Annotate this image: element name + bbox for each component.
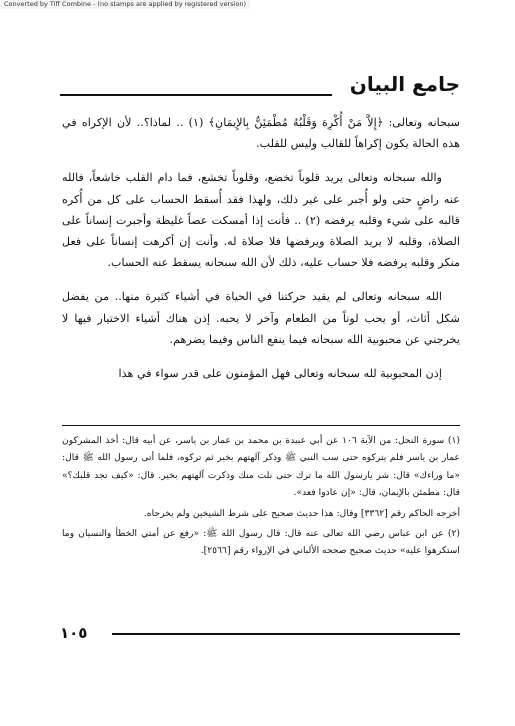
- footnote: أخرجه الحاكم رقم [٣٣٦٢] وقال: هذا حديث صحيح على شرط الشيخين ولم يخرجاه.: [143, 507, 460, 519]
- book-title: جامع البيان: [349, 72, 460, 96]
- footer-rule: [112, 633, 460, 635]
- main-text: [62, 112, 460, 397]
- paragraph: والله سبحانه وتعالى يريد قلوباً تخضع، وقلوباً تخشع، فما دام القلب خاشعاً، فالله عنه راضٍ حتى ولو أُجبر على غير ذلك، ولهذا فقد أُسقط الحساب على كل من أُكره قالبه على شيء وقلبه يرفضه (٢) .. فأنت إذا أمسكت عصاً غليظة وأجبرت إنساناً على الصلاة، وقلبه لا يريد الصلاة ويرفضها فلا صلاة له. وأنت إن أكرهت إنساناً على فعل منكر وقلبه يرفضه فلا حساب عليه، ذلك لأن الله سبحانه يسقط عنه الحساب.: [62, 171, 460, 270]
- paragraph: الله سبحانه وتعالى لم يقيد حركتنا في الحياة في أشياء كثيرة منها.. من يفضل شكل أثاث، أو يحب لوناً من الطعام وآخر لا يحبه. إذن هناك أشياء الاختيار فيها لا يخرجني عن محبوبية الله سبحانه فيما ينفع الناس وفيما يضرهم.: [62, 290, 460, 346]
- conversion-banner: Converted by Tiff Combine - (no stamps are applied by registered version): [0, 0, 250, 9]
- footnotes: [62, 432, 460, 563]
- footnote: (٢) عن ابن عباس رضي الله تعالى عنه قال: قال رسول الله ﷺ: «رفع عن أمتي الخطأ والنسيان وما استكرهوا عليه» حديث صحيح صححه الألباني في الإرواء رقم [٢٥٦٦].: [62, 528, 460, 557]
- paragraph: سبحانه وتعالى: ﴿إِلاَّ مَنْ أُكْرِهَ وَقَلْبُهُ مُطْمَئِنٌّ بِالإِيمَانِ﴾ (١) .. لماذا؟.. لأن الإكراه في هذه الحالة يكون إكراهاً للقالب وليس للقلب.: [62, 116, 460, 151]
- footnote: (١) سورة النحل: من الآية ١٠٦ عن أبي عبيدة بن محمد بن عمار بن ياسر، عن أبيه قال: أخذ المشركون عمار بن ياسر فلم يتركوه حتى سب النبي ﷺ وذكر آلهتهم بخير ثم تركوه، فلما أتى رسول الله ﷺ قال: «ما وراءك» قال: شر يارسول الله ما ترك حتى نلت منك وذكرت آلهتهم بخير. قال: «كيف تجد قلبك؟» قال: مطمئن بالإيمان، قال: «إن عادوا فعد».: [62, 435, 460, 499]
- page-number: ١٠٥: [60, 624, 88, 642]
- page-header: [60, 70, 460, 102]
- paragraph: إذن المحبوبية لله سبحانه وتعالى فهل المؤمنون على قدر سواء في هذا: [118, 367, 442, 381]
- header-rule: [60, 94, 332, 96]
- footnote-divider: [62, 425, 460, 426]
